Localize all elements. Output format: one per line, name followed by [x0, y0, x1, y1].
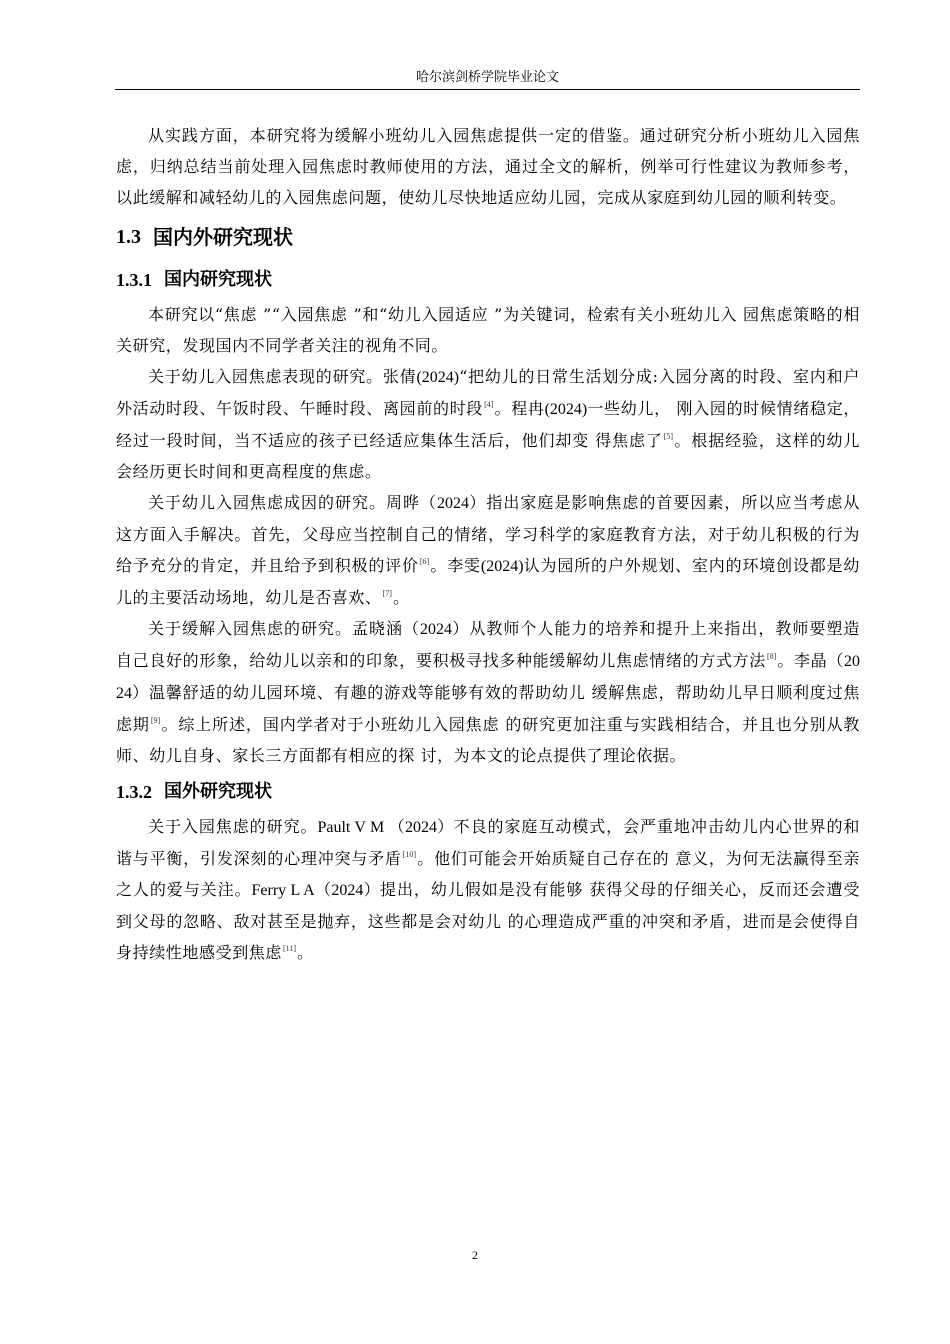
page-body: [116, 120, 860, 968]
running-header: 哈尔滨剑桥学院毕业论文: [415, 70, 559, 85]
paragraph-text: 。他们可能会开始质疑自己存在的 意义，为何无法赢得至亲之人的爱与关注。: [116, 849, 860, 899]
paragraph-text: 。: [392, 588, 410, 607]
paragraph-text: 。李晶（: [777, 651, 844, 670]
citation-10: [10]: [402, 850, 417, 859]
paragraph-text: ）从教师个人能力的培养和提升上来指出，教师要塑造自己良好的形象，给幼儿以亲和的印象，要积极寻找多种能缓解幼儿焦虑情绪的方式方法: [116, 619, 860, 670]
paragraph-text: 从实践方面，本研究将为缓解小班幼儿入园焦虑提供一定的借鉴。通过研究分析小班幼儿入园焦虑，归纳总结当前处理入园焦虑时教师使用的方法，通过全文的解析，例举可行性建议为教师参考，以此缓解和减轻幼儿的入园焦虑问题，使幼儿尽快地适应幼儿园，完成从家庭到幼儿园的顺利转变。: [116, 126, 860, 207]
paragraph-text: 本研究以“焦虑 ”“入园焦虑 ”和“幼儿入园适应 ”为关键词，检索有关小班幼儿入 园焦虑策略的相关研究，发现国内不同学者关注的视角不同。: [116, 305, 860, 355]
paragraph-text: “把幼儿的日常生活划分成:入园分离的时段、室内和户外活动时段、午饭时段、午睡时段、离园前的时段: [116, 367, 860, 418]
section-title: 国内外研究现状: [153, 225, 293, 249]
subsection-heading-1-3-2: [116, 771, 860, 811]
year-text: (2024): [480, 558, 524, 575]
paragraph-text: 一些幼儿， 刚入园的时候情绪稳定，经过一段时间，当不适应的孩子已经适应集体生活后，他们却变 得焦虑了: [116, 399, 861, 450]
page-number: 2: [472, 1248, 478, 1262]
paragraph-anxiety-manifestation: [116, 361, 860, 487]
paragraph-text: 。程冉: [494, 399, 545, 418]
section-number: 1.3: [116, 226, 141, 248]
subsection-number: 1.3.2: [116, 782, 152, 802]
paragraph-anxiety-relief: [116, 613, 860, 771]
citation-6: [6]: [419, 557, 430, 566]
paragraph-text: 提出，幼儿假如是没有能够 获得父母的仔细关心，反而还会遭受到父母的忽略、敌对甚至是抛弃，这些都是会对幼儿 的心理造成严重的冲突和矛盾，进而是会使得自身持续性地感受到焦虑: [116, 880, 860, 962]
paragraph-text: 。: [297, 943, 314, 962]
author-year-text: Pault V M （2024）: [317, 819, 454, 836]
subsection-title: 国外研究现状: [164, 781, 272, 802]
citation-8: [8]: [766, 652, 777, 661]
paragraph-text: 。综上所述，国内学者对于小班幼儿入园焦虑 的研究更加注重与实践相结合，并且也分别从教师、幼儿自身、家长三方面都有相应的探 讨，为本文的论点提供了理论依据。: [116, 715, 861, 765]
subsection-title: 国内研究现状: [164, 269, 272, 290]
paragraph-text: 不良的家庭互动模式，会严重地冲击幼儿内心世界的和谐与平衡，引发深刻的心理冲突与矛盾: [116, 817, 860, 868]
section-heading-1-3: [116, 213, 860, 259]
citation-4: [4]: [484, 400, 494, 409]
year-text: 2024: [116, 653, 860, 702]
paragraph-text: 关于幼儿入园焦虑成因的研究。周晔（: [148, 493, 437, 512]
paragraph-keywords: [116, 299, 860, 361]
paragraph-text: 。根据经验，这样的幼儿会经历更长时间和更高程度的焦虑。: [116, 431, 860, 481]
paragraph-anxiety-causes: [116, 487, 860, 613]
author-year-text: Ferry L A（2024）: [251, 882, 381, 899]
citation-5: [5]: [663, 432, 674, 441]
subsection-number: 1.3.1: [116, 270, 152, 290]
subsection-heading-1-3-1: [116, 259, 860, 299]
paragraph-text: 关于入园焦虑的研究。: [148, 817, 318, 836]
year-text: 2024: [437, 495, 469, 512]
paragraph-text: ）温馨舒适的幼儿园环境、有趣的游戏等能够有效的帮助幼儿 缓解焦虑，帮助幼儿早日顺利度过焦虑期: [116, 683, 860, 734]
paragraph-practical-significance: [116, 120, 860, 213]
year-text: 2024: [420, 621, 452, 638]
paragraph-text: 关于缓解入园焦虑的研究。孟晓涵（: [148, 619, 420, 638]
citation-7: [7]: [382, 589, 392, 598]
paragraph-text: 关于幼儿入园焦虑表现的研究。张倩: [148, 367, 417, 386]
year-text: (2024): [416, 369, 460, 386]
citation-11: [11]: [283, 944, 297, 953]
paragraph-text: ）指出家庭是影响焦虑的首要因素，所以应当考虑从这方面入手解决。首先，父母应当控制自己的情绪，学习科学的家庭教育方法，对于幼儿积极的行为给予充分的肯定，并且给予到积极的评价: [116, 493, 860, 575]
paragraph-foreign-research: [116, 811, 860, 968]
paragraph-text: 认为园所的户外规划、室内的环境创设都是幼儿的主要活动场地，幼儿是否喜欢、: [116, 556, 860, 607]
citation-9: [9]: [150, 716, 161, 725]
header-rule: [115, 89, 860, 90]
year-text: (2024): [544, 401, 588, 418]
paragraph-text: 。李雯: [430, 556, 481, 575]
